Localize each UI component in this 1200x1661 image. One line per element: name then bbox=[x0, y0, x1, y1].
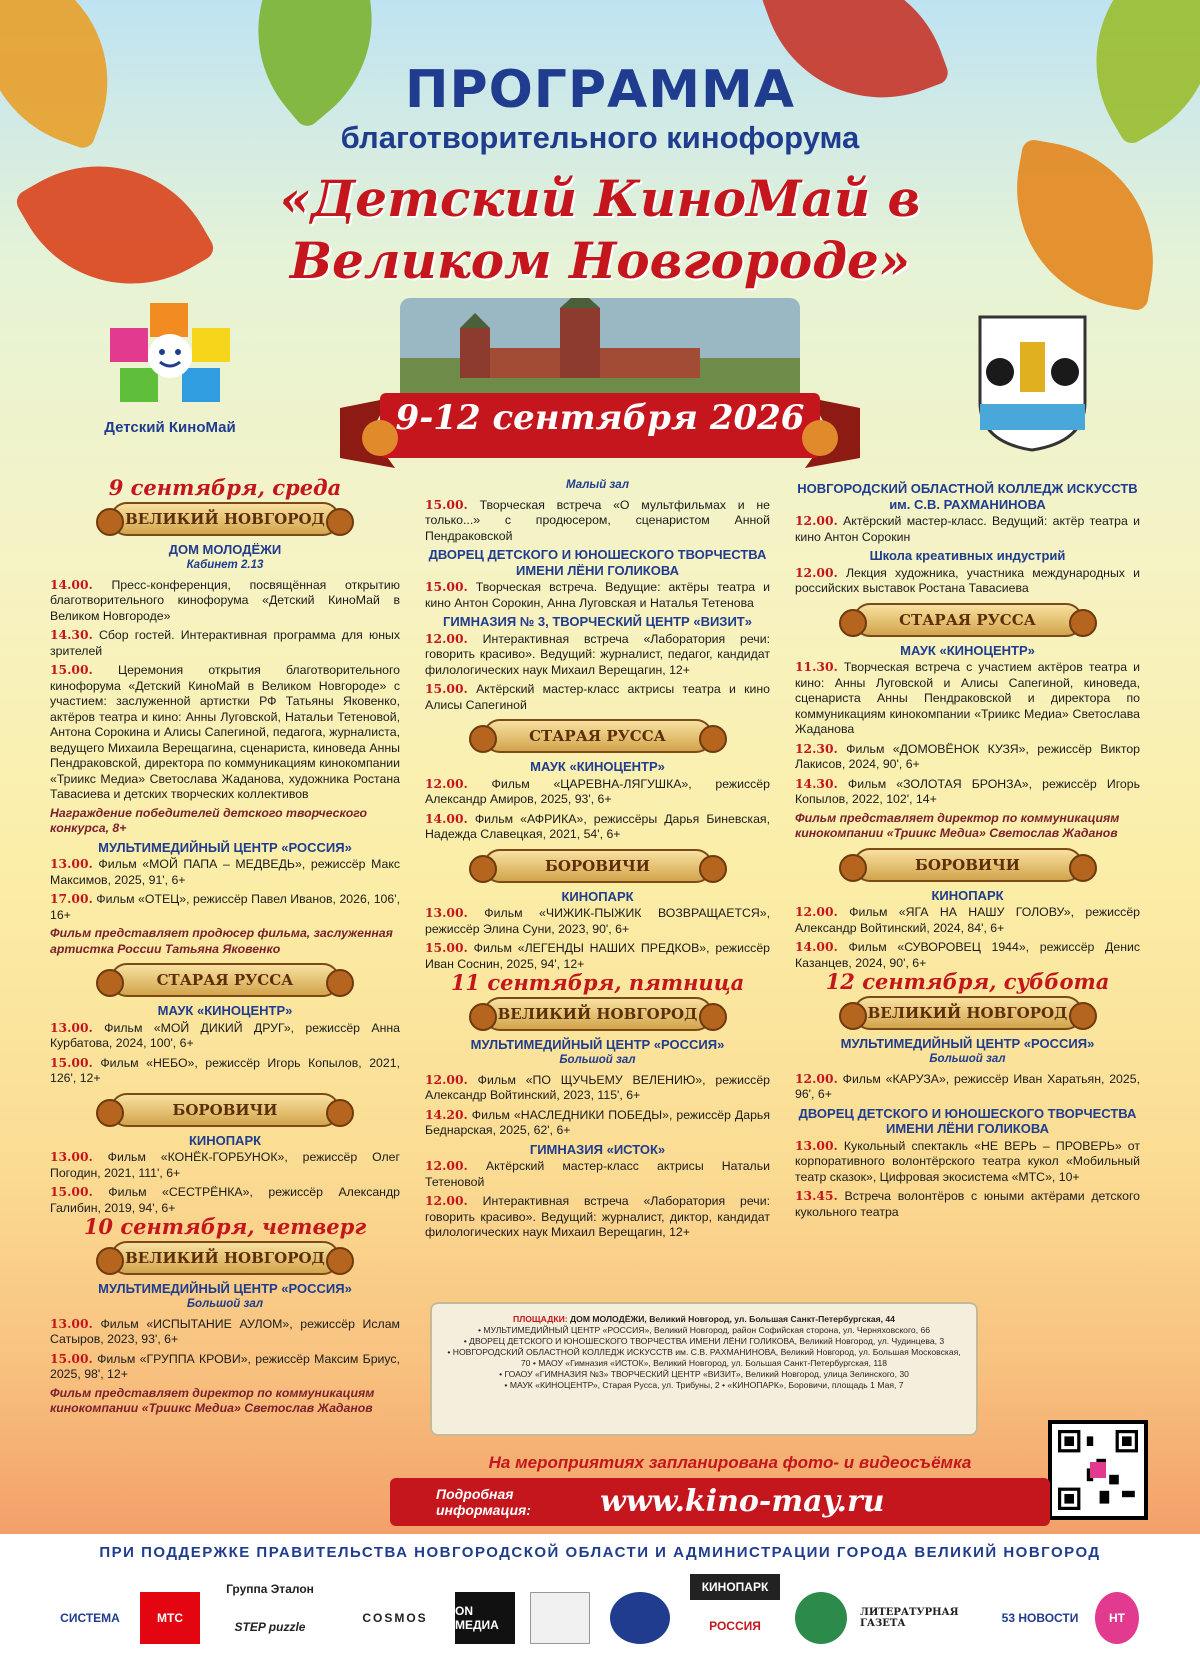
event-item: 14.00. Фильм «АФРИКА», режиссёры Дарья Биневская, Надежда Славецкая, 2021, 54', 6+ bbox=[425, 810, 770, 841]
event-item: 13.00. Фильм «МОЙ ПАПА – МЕДВЕДЬ», режиссёр Макс Максимов, 2025, 91', 6+ bbox=[50, 856, 400, 887]
venue-title: МУЛЬТИМЕДИЙНЫЙ ЦЕНТР «РОССИЯ» bbox=[470, 1036, 725, 1052]
column-sept-10-11 bbox=[425, 478, 770, 1244]
event-item: 12.00. Фильм «КАРУЗА», режиссёр Иван Харатьян, 2025, 96', 6+ bbox=[795, 1070, 1140, 1101]
venue-title: КИНОПАРК bbox=[188, 1132, 262, 1148]
day-heading: 9 сентября, среда bbox=[108, 475, 342, 500]
event-note: Фильм представляет продюсер фильма, заслуженная артистка России Татьяна Яковенко bbox=[50, 926, 393, 956]
forum-title: «Детский КиноМай в Великом Новгороде» bbox=[279, 169, 921, 290]
venue-title: МАУК «КИНОЦЕНТР» bbox=[530, 759, 665, 774]
sponsor-logo: ЛИТЕРАТУРНАЯ ГАЗЕТА bbox=[860, 1607, 959, 1629]
city-banner: ВЕЛИКИЙ НОВГОРОД bbox=[483, 997, 713, 1031]
venues-list bbox=[430, 1302, 978, 1436]
sponsor-logo: Группа Эталон bbox=[226, 1582, 314, 1596]
venue-address: ДОМ МОЛОДЁЖИ, Великий Новгород, ул. Большая Санкт-Петербургская, 44 bbox=[570, 1314, 895, 1324]
sponsor-emblem bbox=[795, 1592, 847, 1644]
sponsor-logo: COSMOS bbox=[362, 1611, 428, 1625]
event-item: 14.00. Фильм «СУВОРОВЕЦ 1944», режиссёр Денис Казанцев, 2024, 90', 6+ bbox=[795, 939, 1140, 970]
day-heading: 11 сентября, пятница bbox=[450, 970, 745, 995]
venue-title: МУЛЬТИМЕДИЙНЫЙ ЦЕНТР «РОССИЯ» bbox=[98, 839, 352, 855]
event-item: 12.30. Фильм «ДОМОВЁНОК КУЗЯ», режиссёр Виктор Лакисов, 2024, 90', 6+ bbox=[795, 740, 1140, 771]
venue-address: • ДВОРЕЦ ДЕТСКОГО И ЮНОШЕСКОГО ТВОРЧЕСТВА ИМЕНИ ЛЁНИ ГОЛИКОВА, Великий Новгород, ул. Чудинцева, 3 bbox=[463, 1336, 945, 1346]
event-item: 12.00. Фильм «ПО ЩУЧЬЕМУ ВЕЛЕНИЮ», режиссёр Александр Войтинский, 2023, 115', 6+ bbox=[425, 1071, 770, 1102]
coat-of-arms-icon bbox=[975, 312, 1090, 452]
event-item: 14.30. Фильм «ЗОЛОТАЯ БРОНЗА», режиссёр Игорь Копылов, 2022, 102', 14+ bbox=[795, 775, 1141, 806]
event-item: 14.00. Пресс-конференция, посвящённая открытию благотворительного кинофорума «Детский КиноМай в Великом Новгороде» bbox=[50, 576, 400, 623]
event-item: 12.00. Фильм «ЯГА НА НАШУ ГОЛОВУ», режиссёр Александр Войтинский, 2024, 84', 6+ bbox=[795, 904, 1140, 935]
event-item: 15.00. Фильм «ЛЕГЕНДЫ НАШИХ ПРЕДКОВ», режиссёр Иван Соснин, 2025, 94', 12+ bbox=[425, 940, 770, 971]
sponsor-emblem bbox=[530, 1592, 590, 1644]
sponsor-logo: ON МЕДИА bbox=[455, 1592, 515, 1644]
sponsor-emblem bbox=[610, 1592, 670, 1644]
event-note: Награждение победителей детского творческого конкурса, 8+ bbox=[50, 805, 368, 835]
event-item: 13.00. Фильм «МОЙ ДИКИЙ ДРУГ», режиссёр Анна Курбатова, 2024, 100', 6+ bbox=[50, 1019, 400, 1050]
sponsor-logo: STEP puzzle bbox=[234, 1620, 306, 1634]
venues-heading: ПЛОЩАДКИ: bbox=[513, 1314, 568, 1324]
event-item: 13.00. Фильм «ЧИЖИК-ПЫЖИК ВОЗВРАЩАЕТСЯ», режиссёр Элина Суни, 2023, 90', 6+ bbox=[425, 905, 770, 936]
venue-title: МАУК «КИНОЦЕНТР» bbox=[157, 1003, 293, 1018]
event-item: 15.00. Творческая встреча «О мультфильмах и не только...» с продюсером, сценаристом Анной Пендраковской bbox=[425, 496, 770, 543]
venue-address: • МАУК «КИНОЦЕНТР», Старая Русса, ул. Трибуны, 2 • «КИНОПАРК», Боровичи, площадь 1 Мая, 7 bbox=[504, 1380, 904, 1390]
sponsor-logo: 53 НОВОСТИ bbox=[1001, 1611, 1079, 1625]
sponsor-logo: КИНОПАРК bbox=[690, 1574, 780, 1600]
event-item: 15.00. Фильм «СЕСТРЁНКА», режиссёр Александр Галибин, 2019, 94', 6+ bbox=[50, 1184, 400, 1215]
room-label: Малый зал bbox=[565, 479, 629, 491]
venue-title: ГИМНАЗИЯ «ИСТОК» bbox=[529, 1141, 666, 1157]
event-item: 15.00. Фильм «ГРУППА КРОВИ», режиссёр Максим Бриус, 2025, 98', 12+ bbox=[50, 1350, 400, 1381]
sponsor-logo: МТС bbox=[140, 1592, 200, 1644]
venue-title: ДВОРЕЦ ДЕТСКОГО И ЮНОШЕСКОГО ТВОРЧЕСТВА ИМЕНИ ЛЁНИ ГОЛИКОВА bbox=[798, 1105, 1137, 1136]
venue-address: • НОВГОРОДСКИЙ ОБЛАСТНОЙ КОЛЛЕДЖ ИСКУССТВ им. С.В. РАХМАНИНОВА, Великий Новгород, ул. Большая Московская, 70 • МАОУ «Гимназия «ИСТОК», Великий Новгород, ул. Большая Санкт-Петербургская, 118 bbox=[447, 1347, 961, 1368]
column-sept-11-12 bbox=[795, 478, 1140, 1223]
venue-title: Школа креативных индустрий bbox=[869, 548, 1066, 563]
sponsor-logo: РОССИЯ bbox=[709, 1619, 761, 1633]
city-banner: ВЕЛИКИЙ НОВГОРОД bbox=[110, 502, 340, 536]
day-heading: 10 сентября, четверг bbox=[83, 1214, 367, 1239]
kinomay-logo-icon bbox=[100, 298, 240, 408]
city-banner: БОРОВИЧИ bbox=[110, 1093, 340, 1127]
event-note: Фильм представляет директор по коммуникациям кинокомпании «Триикс Медиа» Светослав Жаданов bbox=[50, 1385, 375, 1415]
program-title: ПРОГРАММА bbox=[404, 60, 796, 120]
venue-title: НОВГОРОДСКИЙ ОБЛАСТНОЙ КОЛЛЕДЖ ИСКУССТВ им. С.В. РАХМАНИНОВА bbox=[797, 481, 1138, 512]
event-item: 17.00. Фильм «ОТЕЦ», режиссёр Павел Иванов, 2026, 106', 16+ bbox=[50, 891, 400, 922]
venue-address: • МУЛЬТИМЕДИЙНЫЙ ЦЕНТР «РОССИЯ», Великий Новгород, район Софийская сторона, ул. Черняховского, 66 bbox=[477, 1325, 931, 1335]
sponsor-logo: НТ bbox=[1095, 1592, 1139, 1644]
room-label: Большой зал bbox=[929, 1053, 1006, 1065]
venue-title: ДОМ МОЛОДЁЖИ bbox=[168, 541, 282, 557]
program-subtitle: благотворительного кинофорума bbox=[340, 120, 860, 155]
room-label: Большой зал bbox=[186, 1298, 264, 1310]
venue-title: МАУК «КИНОЦЕНТР» bbox=[900, 642, 1035, 658]
venue-title: ДВОРЕЦ ДЕТСКОГО И ЮНОШЕСКОГО ТВОРЧЕСТВА ИМЕНИ ЛЁНИ ГОЛИКОВА bbox=[428, 547, 767, 578]
qr-code-icon[interactable] bbox=[1048, 1420, 1148, 1520]
dates-text: 9-12 сентября 2026 bbox=[395, 398, 805, 438]
photo-notice: На мероприятиях запланирована фото- и видеосъёмка bbox=[488, 1453, 972, 1472]
venue-title: ГИМНАЗИЯ № 3, ТВОРЧЕСКИЙ ЦЕНТР «ВИЗИТ» bbox=[443, 614, 752, 629]
kinomay-logo-text: Детский КиноМай bbox=[104, 419, 236, 436]
sponsor-logo: СИСТЕМА bbox=[60, 1611, 120, 1625]
event-item: 14.30. Сбор гостей. Интерактивная программа для юных зрителей bbox=[50, 627, 400, 658]
city-banner: БОРОВИЧИ bbox=[853, 848, 1083, 882]
event-item: 11.30. Творческая встреча с участием актёров театра и кино: Анны Луговской и Алисы Сапегиной, киноведа, сценариста Анны Пендраковской и директора по коммуникациям кинокомпании «Триикс Медиа» Светослава Жаданова bbox=[795, 659, 1141, 736]
event-item: 15.00. Актёрский мастер-класс актрисы театра и кино Алисы Сапегиной bbox=[425, 681, 771, 712]
sponsors-footer bbox=[0, 1534, 1200, 1661]
event-item: 12.00. Интерактивная встреча «Лаборатория речи: говорить красиво». Ведущий: журналист, педагог, кандидат филологических наук Михаил Верещагин, 12+ bbox=[425, 630, 771, 677]
event-item: 13.00. Фильм «ИСПЫТАНИЕ АУЛОМ», режиссёр Ислам Сатыров, 2023, 93', 6+ bbox=[50, 1315, 400, 1346]
event-item: 13.45. Встреча волонтёров с юными актёрами детского кукольного театра bbox=[795, 1188, 1140, 1219]
day-heading: 12 сентября, суббота bbox=[825, 969, 1110, 994]
event-item: 15.00. Церемония открытия благотворительного кинофорума «Детский КиноМай в Великом Новгороде» с участием: заслуженной артистки РФ Татьяны Яковенко, актёров театра и кино: Анны Луговской, Натальи Тетеновой, Антона Сорокина и Алисы Сапегиной, педагога, журналиста, ведущего Михаила Верещагина, сценариста, киноведа Анны Пендраковской, директора по коммуникациям кинокомпании «Триикс Медиа» Светослава Жаданова, художника Ростана Тавасиева и детских творческих коллективов bbox=[50, 662, 400, 801]
column-sept-9 bbox=[50, 475, 400, 1420]
city-banner: ВЕЛИКИЙ НОВГОРОД bbox=[110, 1241, 340, 1275]
event-note: Фильм представляет директор по коммуникациям кинокомпании «Триикс Медиа» Светослав Жаданов bbox=[795, 810, 1120, 840]
room-label: Большой зал bbox=[559, 1054, 636, 1066]
venue-title: КИНОПАРК bbox=[931, 887, 1004, 903]
city-banner: СТАРАЯ РУССА bbox=[483, 719, 713, 753]
city-banner: СТАРАЯ РУССА bbox=[110, 963, 340, 997]
venue-title: МУЛЬТИМЕДИЙНЫЙ ЦЕНТР «РОССИЯ» bbox=[840, 1035, 1095, 1051]
event-item: 12.00. Актёрский мастер-класс. Ведущий: актёр театра и кино Антон Сорокин bbox=[795, 513, 1140, 544]
event-item: 15.00. Творческая встреча. Ведущие: актёры театра и кино Антон Сорокин, Анна Луговская и Наталья Тетенова bbox=[425, 579, 770, 610]
kinomay-logo bbox=[100, 298, 240, 438]
info-banner bbox=[390, 1478, 1050, 1526]
event-item: 13.00. Фильм «КОНЁК-ГОРБУНОК», режиссёр Олег Погодин, 2021, 111', 6+ bbox=[50, 1149, 400, 1180]
event-item: 13.00. Кукольный спектакль «НЕ ВЕРЬ – ПРОВЕРЬ» от корпоративного волонтёрского театра кукол «Мобильный театр сказок», Цифровая экосистема «МТС», 10+ bbox=[795, 1137, 1140, 1184]
venue-title: МУЛЬТИМЕДИЙНЫЙ ЦЕНТР «РОССИЯ» bbox=[98, 1280, 352, 1296]
event-item: 12.00. Лекция художника, участника международных и российских выставок Ростана Тавасиева bbox=[795, 564, 1141, 595]
event-item: 15.00. Фильм «НЕБО», режиссёр Игорь Копылов, 2021, 126', 12+ bbox=[50, 1054, 400, 1085]
room-label: Кабинет 2.13 bbox=[186, 559, 264, 571]
city-banner: БОРОВИЧИ bbox=[483, 849, 713, 883]
city-banner: СТАРАЯ РУССА bbox=[853, 603, 1083, 637]
event-item: 12.00. Интерактивная встреча «Лаборатория речи: говорить красиво». Ведущий: журналист, диктор, кандидат филологических наук Михаил Верещагин, 12+ bbox=[425, 1193, 771, 1239]
website-link[interactable]: www.kino-may.ru bbox=[600, 1484, 885, 1519]
venue-address: • ГОАОУ «ГИМНАЗИЯ №3» ТВОРЧЕСКИЙ ЦЕНТР «ВИЗИТ», Великий Новгород, улица Зелинского, 30 bbox=[499, 1369, 909, 1379]
event-item: 14.20. Фильм «НАСЛЕДНИКИ ПОБЕДЫ», режиссёр Дарья Беднарская, 2025, 62', 6+ bbox=[425, 1106, 770, 1137]
venue-title: КИНОПАРК bbox=[561, 888, 634, 904]
event-item: 12.00. Фильм «ЦАРЕВНА-ЛЯГУШКА», режиссёр Александр Амиров, 2025, 93', 6+ bbox=[425, 775, 770, 806]
event-item: 12.00. Актёрский мастер-класс актрисы Натальи Тетеновой bbox=[425, 1158, 771, 1189]
support-statement: ПРИ ПОДДЕРЖКЕ ПРАВИТЕЛЬСТВА НОВГОРОДСКОЙ ОБЛАСТИ И АДМИНИСТРАЦИИ ГОРОДА ВЕЛИКИЙ НОВГОРОД bbox=[99, 1544, 1101, 1561]
city-banner: ВЕЛИКИЙ НОВГОРОД bbox=[853, 996, 1083, 1030]
info-label: Подробная информация: bbox=[436, 1486, 531, 1518]
